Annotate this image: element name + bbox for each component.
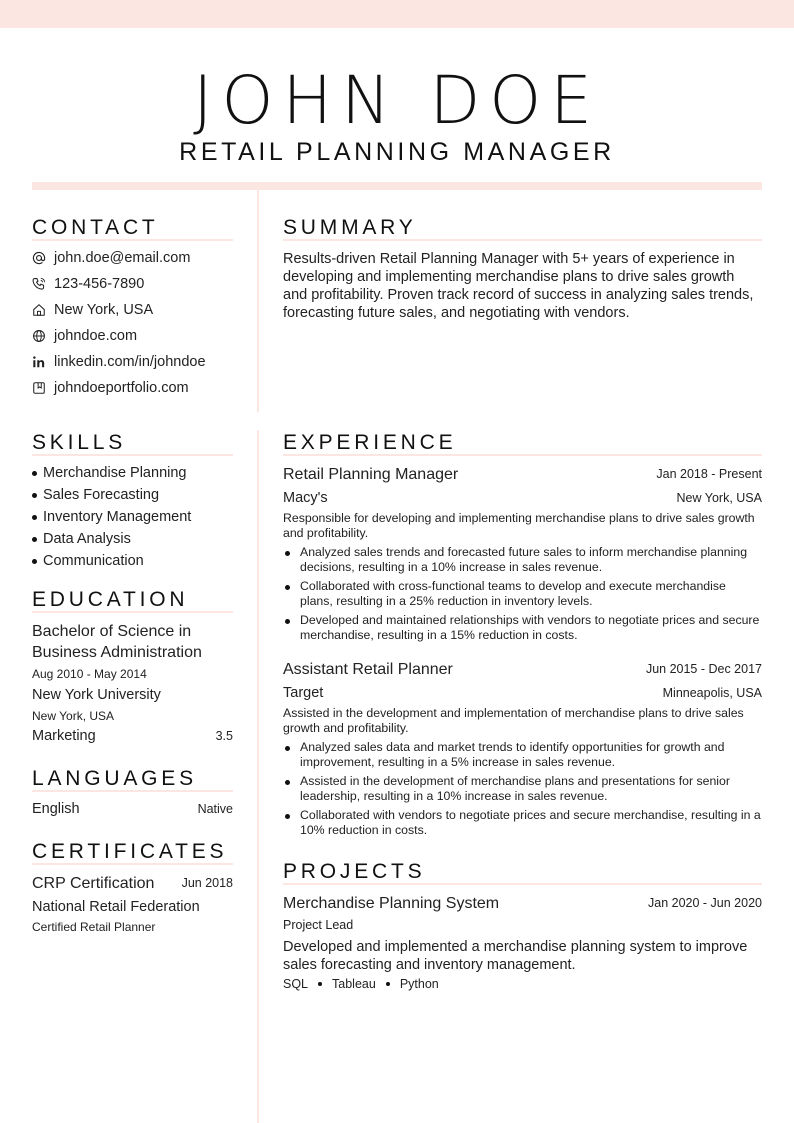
contact-linkedin-text: linkedin.com/in/johndoe: [54, 354, 206, 370]
project-tool: Python: [399, 977, 439, 991]
project-tools: [283, 977, 439, 991]
certificates-rule: [32, 863, 233, 865]
skills-heading: SKILLS: [32, 431, 127, 454]
summary-heading: SUMMARY: [283, 216, 417, 239]
language-level: Native: [197, 802, 233, 816]
contact-location-text: New York, USA: [54, 302, 154, 318]
skill-label: Inventory Management: [43, 509, 192, 525]
candidate-role: RETAIL PLANNING MANAGER: [179, 138, 615, 166]
summary-rule: [283, 239, 762, 241]
job-bullet: [283, 613, 761, 643]
education-rule: [32, 611, 233, 613]
education-degree-line1: Bachelor of Science in: [32, 623, 192, 640]
project-tool: SQL: [283, 977, 309, 991]
bullet-dot: [285, 780, 290, 785]
skill-item: [32, 487, 159, 503]
skill-label: Sales Forecasting: [43, 487, 160, 503]
certificates-heading: CERTIFICATES: [32, 840, 228, 863]
job-bullet: [283, 774, 761, 804]
candidate-name: JOHN DOE: [193, 62, 601, 139]
contact-portfolio[interactable]: [32, 378, 189, 398]
phone-icon: [32, 277, 46, 291]
job-title: Retail Planning Manager: [283, 466, 459, 483]
contact-portfolio-text: johndoeportfolio.com: [54, 380, 189, 396]
bullet-dot: [285, 814, 290, 819]
skill-item: [32, 531, 131, 547]
separator-dot: [386, 982, 390, 986]
column-divider-bottom: [257, 430, 259, 1123]
job-bullet-text: Collaborated with cross-functional teams to develop and execute merchandise plans, resulting in a 25% reduction in inventory levels.: [300, 579, 726, 608]
skills-rule: [32, 454, 233, 456]
education-school: New York University: [32, 687, 161, 703]
linkedin-icon: [32, 355, 46, 369]
contact-website[interactable]: [32, 326, 137, 346]
experience-heading: EXPERIENCE: [283, 431, 457, 454]
education-degree-line2: Business Administration: [32, 644, 202, 661]
job-bullet-text: Analyzed sales trends and forecasted future sales to inform merchandise planning decisions, resulting in a 10% increase in sales revenue.: [300, 545, 748, 574]
job-bullet: [283, 545, 761, 575]
contact-rule: [32, 239, 233, 241]
contact-phone[interactable]: [32, 274, 144, 294]
languages-heading: LANGUAGES: [32, 767, 197, 790]
skill-label: Merchandise Planning: [43, 465, 187, 481]
job-bullet: [283, 808, 761, 838]
project-description: Developed and implemented a merchandise planning system to improve sales forecasting and inventory management.: [283, 939, 748, 973]
contact-heading: CONTACT: [32, 216, 159, 239]
separator-dot: [318, 982, 322, 986]
certificate-date: Jun 2018: [181, 876, 233, 890]
globe-icon: [32, 329, 46, 343]
column-divider-top: [257, 190, 259, 412]
job-dates: Jan 2018 - Present: [656, 467, 762, 481]
job-bullet-text: Developed and maintained relationships with vendors to negotiate prices and secure merchandise, resulting in a 15% reduction in costs.: [300, 613, 760, 642]
contact-phone-text: 123-456-7890: [54, 276, 145, 292]
bullet-dot: [285, 619, 290, 624]
job-description: Assisted in the development and implementation of merchandise plans to drive sales growth and profitability.: [283, 706, 744, 735]
experience-rule: [283, 454, 762, 456]
skill-item: [32, 553, 144, 569]
job-bullet-text: Analyzed sales data and market trends to identify opportunities for growth and improvement, resulting in a 5% increase in sales revenue.: [300, 740, 725, 769]
project-role: Project Lead: [283, 918, 354, 932]
job-bullet-text: Assisted in the development of merchandise plans and presentations for senior leadership, resulting in a 10% increase in sales revenue.: [300, 774, 730, 803]
header-divider: [32, 182, 762, 190]
education-field: Marketing: [32, 728, 96, 744]
education-gpa: 3.5: [215, 729, 233, 743]
job-bullet: [283, 579, 761, 609]
bullet-dot: [32, 493, 37, 498]
languages-rule: [32, 790, 233, 792]
projects-rule: [283, 883, 762, 885]
project-dates: Jan 2020 - Jun 2020: [648, 896, 762, 910]
contact-linkedin[interactable]: [32, 352, 206, 372]
bullet-dot: [32, 559, 37, 564]
bullet-dot: [32, 471, 37, 476]
job-location: New York, USA: [676, 491, 762, 505]
job-bullet-text: Collaborated with vendors to negotiate prices and secure merchandise, resulting in a 10% reduction in costs.: [300, 808, 761, 837]
skill-item: [32, 465, 186, 481]
contact-website-text: johndoe.com: [54, 328, 138, 344]
summary-text: Results-driven Retail Planning Manager with 5+ years of experience in developing and implementing merchandise plans to drive sales growth and profitability. Proven track record of success in analyzing sales trends, forecasting future sales, and negotiating with vendors.: [283, 251, 754, 321]
education-dates: Aug 2010 - May 2014: [32, 667, 147, 681]
contact-email-text: john.doe@email.com: [54, 250, 191, 266]
portfolio-book-icon: [32, 381, 46, 395]
education-heading: EDUCATION: [32, 588, 189, 611]
certificate-description: Certified Retail Planner: [32, 920, 156, 934]
skill-label: Communication: [43, 553, 144, 569]
skill-item: [32, 509, 191, 525]
project-name: Merchandise Planning System: [283, 895, 500, 912]
job-title: Assistant Retail Planner: [283, 661, 453, 678]
job-dates: Jun 2015 - Dec 2017: [645, 662, 762, 676]
project-tool: Tableau: [332, 977, 376, 991]
bullet-dot: [285, 551, 290, 556]
home-icon: [32, 303, 46, 317]
skill-label: Data Analysis: [43, 531, 131, 547]
top-accent-band: [0, 0, 794, 28]
certificate-name: CRP Certification: [32, 875, 155, 892]
job-company: Target: [283, 685, 324, 701]
bullet-dot: [32, 515, 37, 520]
bullet-dot: [285, 746, 290, 751]
projects-heading: PROJECTS: [283, 860, 426, 883]
education-location: New York, USA: [32, 709, 115, 723]
contact-email[interactable]: [32, 248, 190, 268]
language-name: English: [32, 801, 80, 817]
job-location: Minneapolis, USA: [662, 686, 762, 700]
bullet-dot: [285, 585, 290, 590]
job-bullet: [283, 740, 761, 770]
job-description: Responsible for developing and implementing merchandise plans to drive sales growth and profitability.: [283, 511, 755, 540]
bullet-dot: [32, 537, 37, 542]
certificate-issuer: National Retail Federation: [32, 899, 200, 915]
contact-location: [32, 300, 153, 320]
at-sign-icon: [32, 251, 46, 265]
job-company: Macy's: [283, 490, 328, 506]
